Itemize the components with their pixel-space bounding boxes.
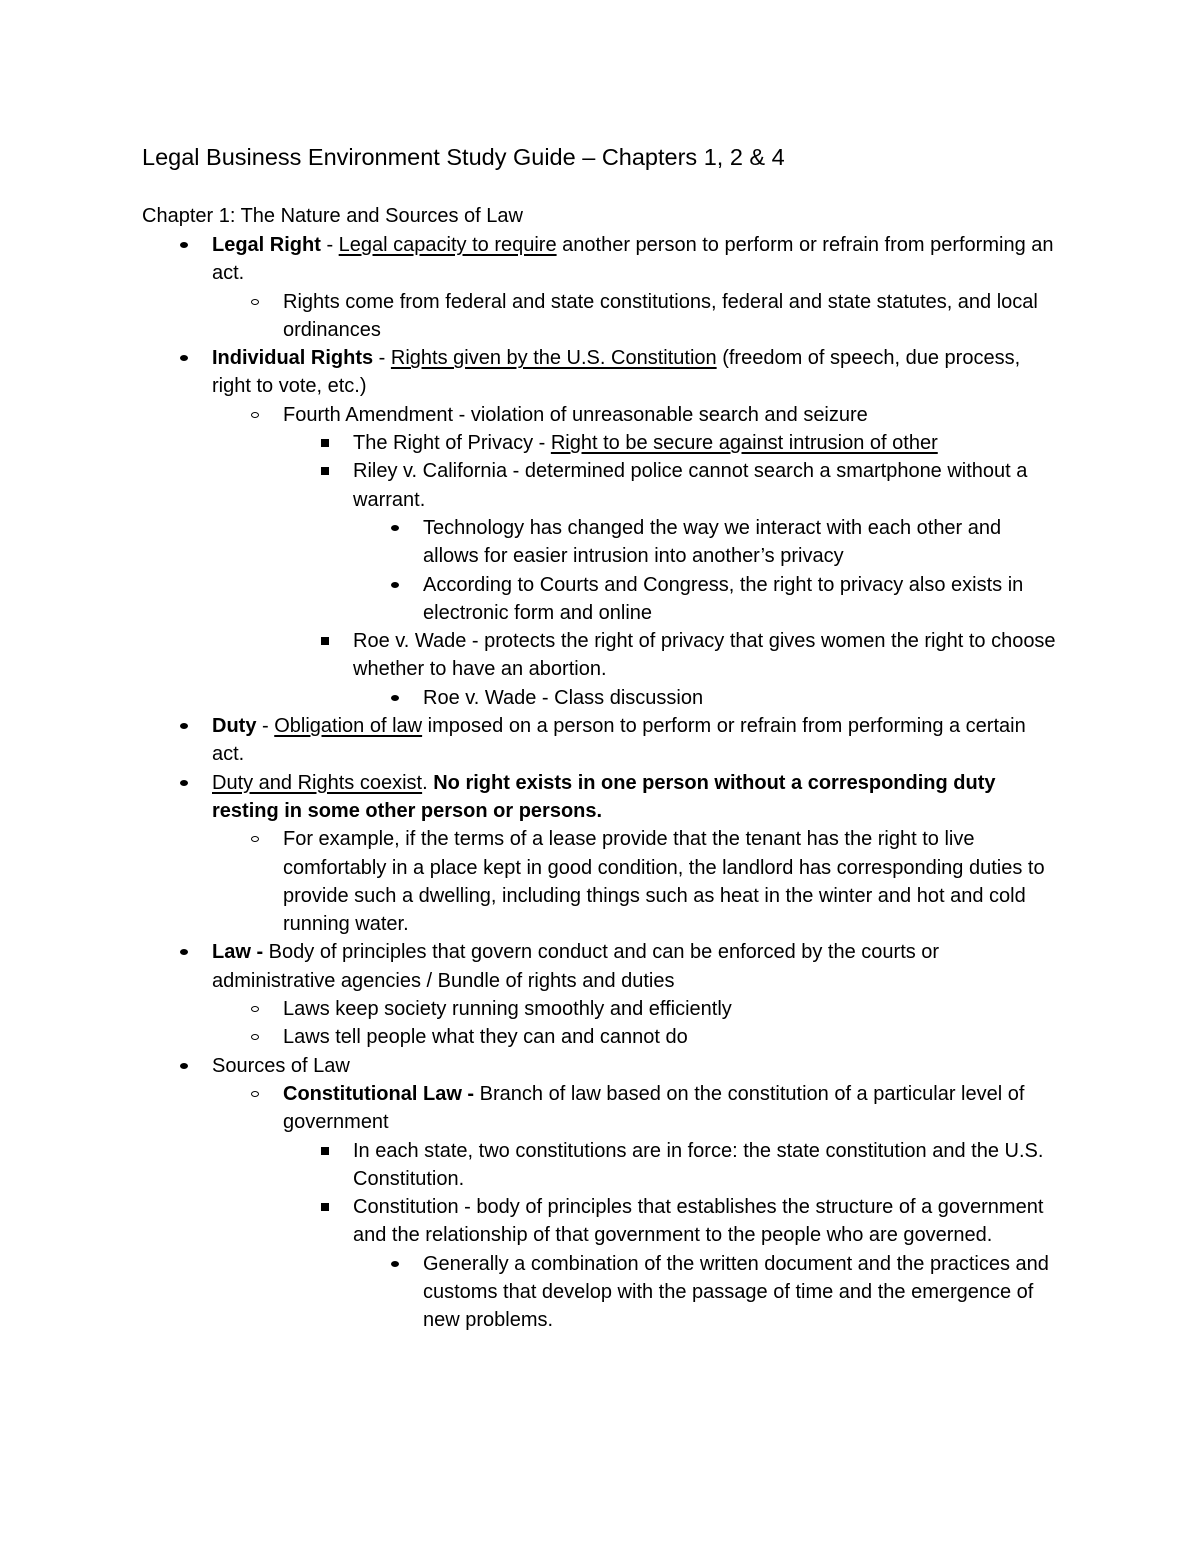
list-item bbox=[142, 457, 1062, 514]
hollow-bullet-icon bbox=[248, 1080, 262, 1108]
term: Legal Right bbox=[212, 234, 321, 256]
list-item bbox=[142, 938, 1062, 995]
bullet-icon bbox=[388, 514, 402, 542]
item-text: Sources of Law bbox=[212, 1054, 350, 1077]
item-text: According to Courts and Congress, the right to privacy also exists in electronic form and online bbox=[423, 573, 1024, 624]
definition-text: Body of principles that govern conduct and can be enforced by the courts or administrative agencies / Bundle of rights and duties bbox=[212, 941, 940, 992]
bullet-icon bbox=[177, 1052, 191, 1080]
hollow-bullet-icon bbox=[248, 1023, 262, 1051]
list-item bbox=[142, 769, 1062, 826]
hollow-bullet-icon bbox=[248, 401, 262, 429]
list-item bbox=[142, 1080, 1062, 1137]
list-item bbox=[142, 712, 1062, 769]
definition-text: Branch of law based on the constitution of a particular level of government bbox=[283, 1082, 1025, 1134]
definition-underlined: Rights given by the U.S. Constitution bbox=[390, 347, 717, 370]
hollow-bullet-icon bbox=[248, 995, 262, 1023]
separator: - bbox=[256, 715, 275, 738]
item-text: The Right of Privacy - bbox=[353, 432, 551, 455]
square-bullet-icon bbox=[318, 429, 332, 457]
bullet-icon bbox=[388, 571, 402, 599]
definition-text: (freedom of speech, due process, right to vote, etc.) bbox=[212, 347, 1021, 398]
document-title: Legal Business Environment Study Guide – Chapters 1, 2 & 4 bbox=[142, 144, 785, 170]
term: Duty bbox=[212, 715, 257, 738]
bullet-icon bbox=[388, 684, 402, 712]
hollow-bullet-icon bbox=[248, 288, 262, 316]
list-item bbox=[142, 1250, 1062, 1335]
definition-underlined: Obligation of law bbox=[274, 715, 423, 738]
list-item bbox=[142, 231, 1062, 288]
item-text: Technology has changed the way we interact with each other and allows for easier intrusion into another’s privacy bbox=[423, 516, 1002, 568]
list-item bbox=[142, 288, 1062, 345]
bullet-icon bbox=[388, 1250, 402, 1278]
square-bullet-icon bbox=[318, 627, 332, 655]
item-text: Constitution - body of principles that establishes the structure of a government and the relationship of that government to the people who are governed. bbox=[353, 1196, 1044, 1247]
definition-underlined: Duty and Rights coexist bbox=[212, 771, 423, 794]
definition-text: another person to perform or refrain from performing an act. bbox=[212, 234, 1054, 285]
list-item bbox=[142, 401, 1062, 429]
list-item bbox=[142, 429, 1062, 457]
item-text: Riley v. California - determined police cannot search a smartphone without a warrant. bbox=[353, 460, 1028, 511]
item-text: For example, if the terms of a lease provide that the tenant has the right to live comfortably in a place kept in good condition, the landlord has corresponding duties to provide such a dwelling, including things such as heat in the winter and hot and cold running water. bbox=[283, 828, 1045, 936]
bullet-icon bbox=[177, 712, 191, 740]
square-bullet-icon bbox=[318, 457, 332, 485]
item-text: Laws tell people what they can and cannot do bbox=[283, 1026, 688, 1049]
separator: - bbox=[320, 234, 339, 256]
bullet-icon bbox=[177, 769, 191, 797]
term: Individual Rights bbox=[212, 347, 374, 370]
separator: - bbox=[373, 347, 391, 370]
item-text: Generally a combination of the written document and the practices and customs that develop with the passage of time and the emergence of new problems. bbox=[423, 1252, 1049, 1332]
list-item bbox=[142, 684, 1062, 712]
item-text: Roe v. Wade - protects the right of privacy that gives women the right to choose whether to have an abortion. bbox=[353, 630, 1056, 681]
item-text: Fourth Amendment - violation of unreasonable search and seizure bbox=[283, 403, 868, 426]
list-item bbox=[142, 1023, 1062, 1051]
separator: . bbox=[422, 771, 434, 794]
outline-list bbox=[142, 231, 1062, 1335]
bullet-icon bbox=[177, 344, 191, 372]
bullet-icon bbox=[177, 938, 191, 966]
definition-underlined: Right to be secure against intrusion of other bbox=[550, 432, 938, 455]
chapter-heading: Chapter 1: The Nature and Sources of Law bbox=[142, 205, 523, 227]
definition-text: imposed on a person to perform or refrain from performing a certain act. bbox=[212, 715, 1026, 766]
list-item bbox=[142, 995, 1062, 1023]
term: Constitutional Law - bbox=[283, 1082, 475, 1105]
list-item bbox=[142, 1052, 1062, 1080]
square-bullet-icon bbox=[318, 1193, 332, 1221]
list-item bbox=[142, 1137, 1062, 1194]
list-item bbox=[142, 514, 1062, 571]
list-item bbox=[142, 1193, 1062, 1250]
definition-underlined: Legal capacity to require bbox=[338, 234, 557, 256]
hollow-bullet-icon bbox=[248, 825, 262, 853]
list-item bbox=[142, 825, 1062, 938]
square-bullet-icon bbox=[318, 1137, 332, 1165]
term: Law - bbox=[212, 941, 264, 964]
item-text: In each state, two constitutions are in force: the state constitution and the U.S. Constitution. bbox=[353, 1139, 1044, 1190]
item-text: Rights come from federal and state constitutions, federal and state statutes, and local ordinances bbox=[283, 290, 1038, 341]
item-text: Laws keep society running smoothly and efficiently bbox=[283, 998, 732, 1021]
list-item bbox=[142, 344, 1062, 401]
list-item bbox=[142, 571, 1062, 628]
bullet-icon bbox=[177, 231, 191, 259]
item-text: Roe v. Wade - Class discussion bbox=[423, 686, 704, 709]
list-item bbox=[142, 627, 1062, 684]
bold-statement: No right exists in one person without a corresponding duty resting in some other person or persons. bbox=[212, 771, 996, 822]
